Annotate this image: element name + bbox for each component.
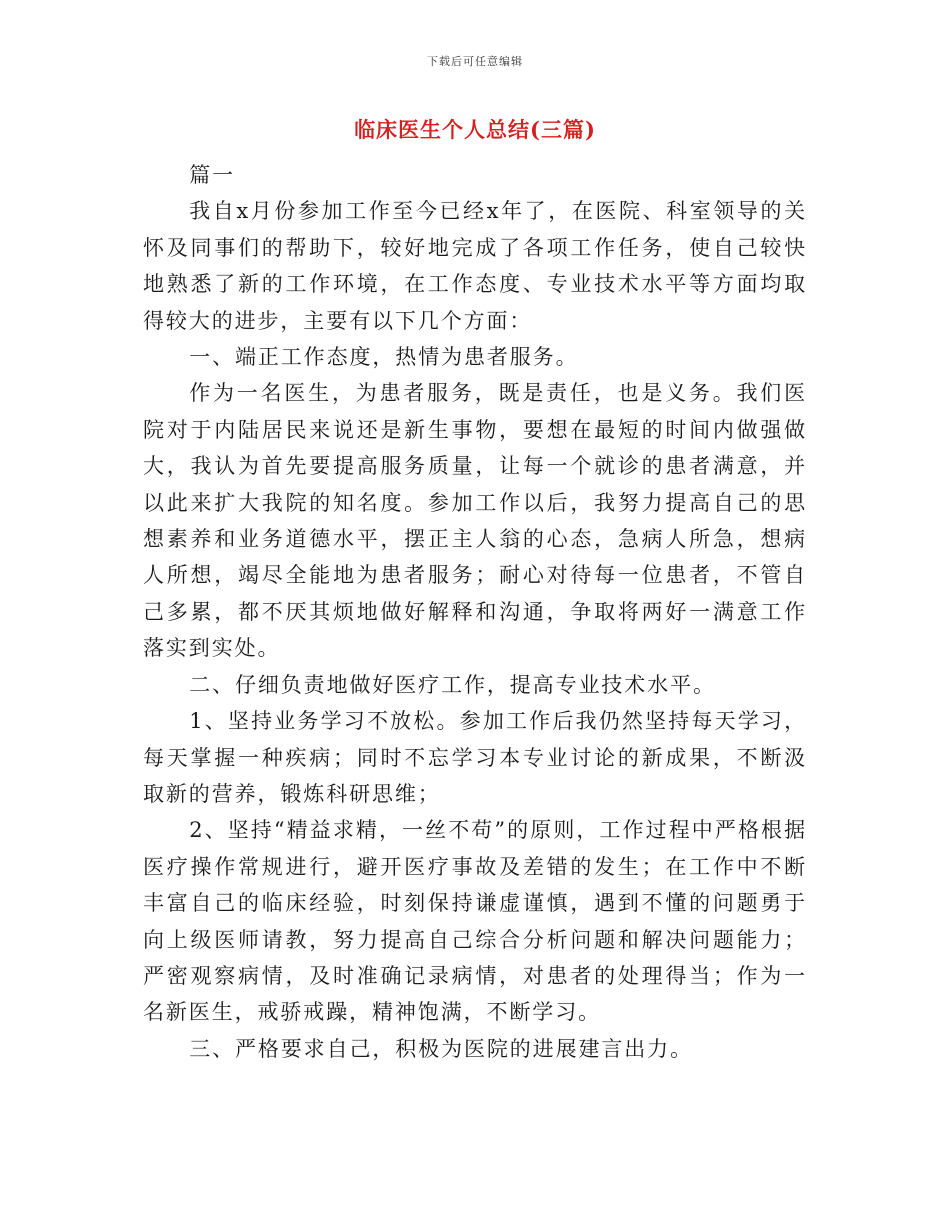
section-label: 篇一 <box>189 163 235 187</box>
section-heading: 三、严格要求自己，积极为医院的进展建言出力。 <box>189 1036 693 1061</box>
document-body <box>143 157 807 1067</box>
paragraph: 我自x月份参加工作至今已经x年了，在医院、科室领导的关怀及同事们的帮助下，较好地完成了各项工作任务，使自己较快地熟悉了新的工作环境，在工作态度、专业技术水平等方面均取得较大的进步，主要有以下几个方面： <box>143 199 807 333</box>
header-note: 下载后可任意编辑 <box>427 55 523 68</box>
paragraph: 作为一名医生，为患者服务，既是责任，也是义务。我们医院对于内陆居民来说还是新生事物，要想在最短的时间内做强做大，我认为首先要提高服务质量，让每一个就诊的患者满意，并以此来扩大我院的知名度。参加工作以后，我努力提高自己的思想素养和业务道德水平，摆正主人翁的心态，急病人所急，想病人所想，竭尽全能地为患者服务；耐心对待每一位患者，不管自己多累，都不厌其烦地做好解释和沟通，争取将两好一满意工作落实到实处。 <box>143 381 807 661</box>
paragraph: 2、坚持“精益求精，一丝不苟”的原则，工作过程中严格根据医疗操作常规进行，避开医疗事故及差错的发生；在工作中不断丰富自己的临床经验，时刻保持谦虚谨慎，遇到不懂的问题勇于向上级医师请教，努力提高自己综合分析问题和解决问题能力；严密观察病情，及时准确记录病情，对患者的处理得当；作为一名新医生，戒骄戒躁，精神饱满，不断学习。 <box>143 818 807 1025</box>
document-title: 临床医生个人总结(三篇) <box>354 117 596 142</box>
section-heading: 二、仔细负责地做好医疗工作，提高专业技术水平。 <box>189 672 716 697</box>
section-heading: 一、端正工作态度，热情为患者服务。 <box>189 345 579 370</box>
paragraph: 1、坚持业务学习不放松。参加工作后我仍然坚持每天学习，每天掌握一种疾病；同时不忘学习本专业讨论的新成果，不断汲取新的营养，锻炼科研思维； <box>143 709 807 806</box>
